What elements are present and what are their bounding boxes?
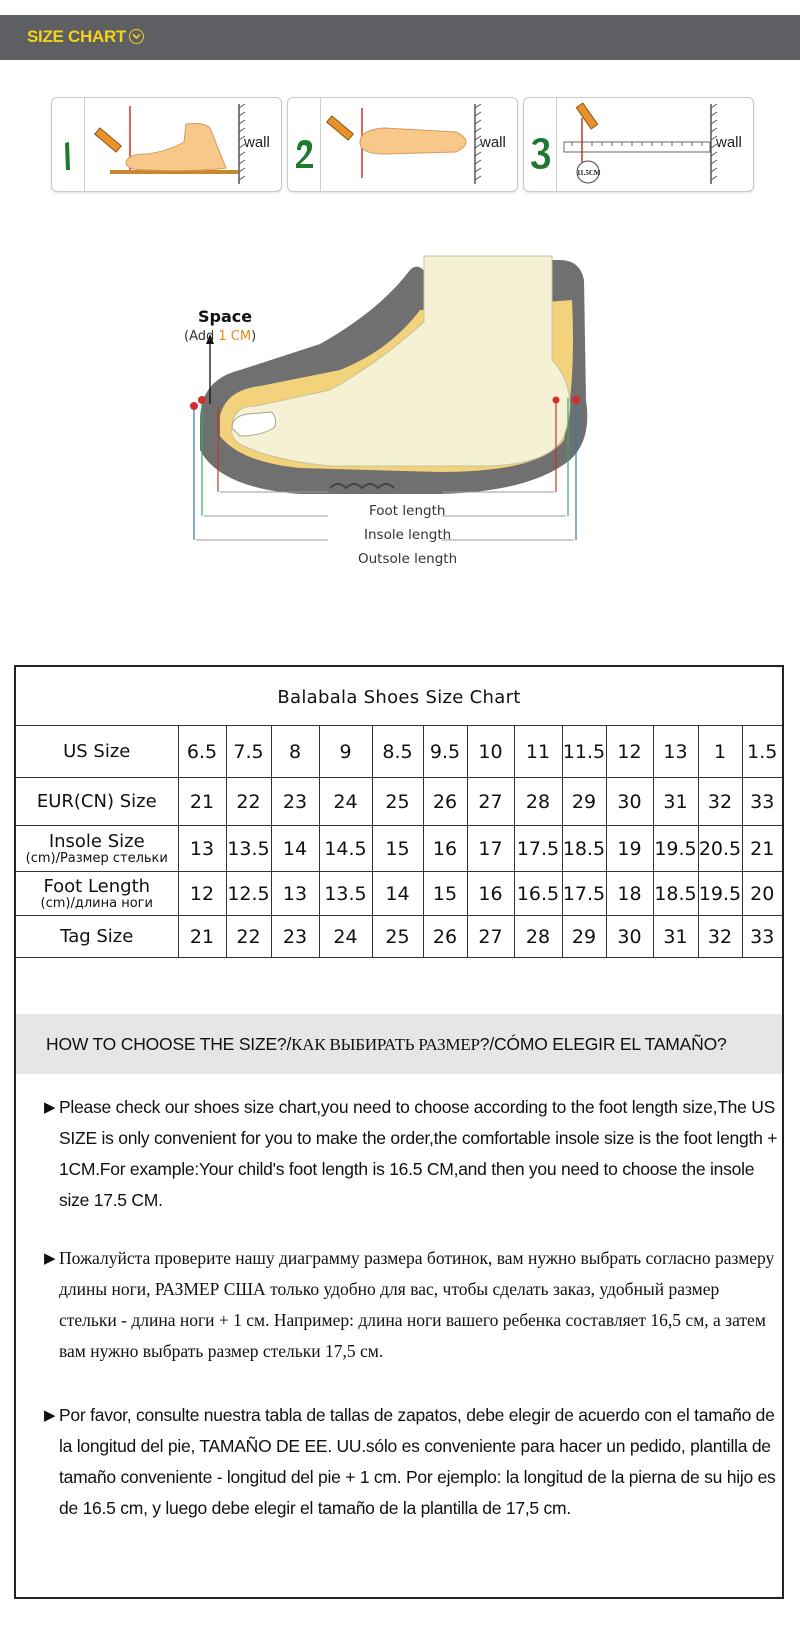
size-cell: 25: [372, 778, 423, 826]
row-label-main: Foot Length: [43, 875, 151, 897]
row-label-main: US Size: [63, 740, 131, 762]
add-suffix: ): [251, 329, 257, 344]
size-cell: 8: [271, 726, 319, 778]
size-cell: 14: [271, 826, 319, 872]
foot-length-label: Foot length: [369, 503, 446, 519]
size-cell: 21: [178, 916, 226, 958]
size-cell: 24: [319, 778, 372, 826]
size-cell: 22: [226, 916, 271, 958]
size-cell: 33: [742, 916, 782, 958]
paragraph-english: Please check our shoes size chart,you need to choose according to the foot length size,The US SIZE is only convenient for you to make the order,the comfortable insole size is the foot length + 1CM.For example:Your child's foot length is 16.5 CM,and then you need to choose the insole size 17.5 CM.: [59, 1097, 778, 1210]
size-cell: 13: [653, 726, 698, 778]
foot-top-view-illustration: [322, 98, 482, 191]
size-cell: 22: [226, 778, 271, 826]
size-cell: 18.5: [562, 826, 606, 872]
size-cell: 14: [372, 872, 423, 916]
size-chart-header: [0, 15, 800, 60]
size-cell: 33: [742, 778, 782, 826]
size-cell: 13.5: [319, 872, 372, 916]
row-label-sub: (cm)/длина ноги: [40, 895, 153, 911]
size-cell: 32: [698, 916, 742, 958]
paragraph-spanish: Por favor, consulte nuestra tabla de tallas de zapatos, debe elegir de acuerdo con el tamaño de la longitud del pie, TAMAÑO DE EE. UU.sólo es conveniente para hacer un pedido, plantilla de tamaño conveniente - longitud del pie + 1 cm. Por ejemplo: la longitud de la pierna de su hijo es de 16.5 cm, y luego debe elegir el tamaño de la plantilla de 17,5 cm.: [59, 1405, 776, 1518]
row-label: [16, 916, 178, 958]
add-value: 1 CM: [218, 329, 252, 344]
size-cell: 26: [423, 916, 467, 958]
size-cell: 21: [742, 826, 782, 872]
size-cell: 14.5: [319, 826, 372, 872]
size-chart-title: Balabala Shoes Size Chart: [16, 667, 782, 726]
size-cell: 13.5: [226, 826, 271, 872]
wall-label: wall: [716, 134, 742, 151]
size-cell: 15: [423, 872, 467, 916]
size-chart-box: [14, 665, 784, 1599]
chevron-down-icon[interactable]: [129, 29, 144, 44]
size-cell: 1.5: [742, 726, 782, 778]
step-number-1: [52, 98, 85, 191]
size-cell: 7.5: [226, 726, 271, 778]
size-row: [16, 872, 782, 916]
size-cell: 31: [653, 916, 698, 958]
size-cell: 13: [178, 826, 226, 872]
bullet-arrow-icon: ▶: [44, 1249, 56, 1267]
size-cell: 12: [178, 872, 226, 916]
wall-label: wall: [244, 134, 270, 151]
size-cell: 15: [372, 826, 423, 872]
size-cell: 28: [514, 916, 562, 958]
header-title: SIZE CHART: [27, 27, 127, 46]
add-prefix: (Add: [184, 329, 219, 344]
row-label: [16, 778, 178, 826]
size-cell: 10: [467, 726, 514, 778]
ruler-illustration: [558, 98, 718, 191]
size-cell: 9: [319, 726, 372, 778]
size-cell: 11: [514, 726, 562, 778]
size-row: [16, 726, 782, 778]
measure-step-2: [287, 97, 518, 192]
size-cell: 30: [606, 778, 653, 826]
outsole-length-label: Outsole length: [358, 551, 458, 567]
size-cell: 29: [562, 778, 606, 826]
how-to-choose-title: [46, 1034, 727, 1055]
how-title-en: HOW TO CHOOSE THE SIZE?/: [46, 1034, 292, 1054]
size-cell: 21: [178, 778, 226, 826]
ruler-measure-label: 11.5CM: [577, 169, 601, 177]
size-cell: 12.5: [226, 872, 271, 916]
size-cell: 24: [319, 916, 372, 958]
row-label: [16, 872, 178, 916]
size-cell: 17.5: [514, 826, 562, 872]
size-cell: 16: [467, 872, 514, 916]
size-cell: 23: [271, 778, 319, 826]
size-cell: 31: [653, 778, 698, 826]
how-title-ru: КАК ВЫБИРАТЬ РАЗМЕР: [291, 1035, 480, 1054]
size-cell: 6.5: [178, 726, 226, 778]
row-label-sub: (cm)/Размер стельки: [25, 850, 168, 866]
space-label: Space: [198, 307, 253, 326]
row-label: [16, 726, 178, 778]
size-cell: 16.5: [514, 872, 562, 916]
size-cell: 16: [423, 826, 467, 872]
size-cell: 13: [271, 872, 319, 916]
how-title-es: ?/CÓMO ELEGIR EL TAMAÑO?: [479, 1034, 727, 1054]
size-cell: 19.5: [653, 826, 698, 872]
size-cell: 25: [372, 916, 423, 958]
row-label-main: Insole Size: [48, 830, 145, 852]
insole-length-label: Insole length: [364, 527, 452, 543]
size-cell: 11.5: [562, 726, 606, 778]
size-table: [16, 725, 782, 958]
size-cell: 9.5: [423, 726, 467, 778]
size-cell: 32: [698, 778, 742, 826]
size-cell: 17.5: [562, 872, 606, 916]
bullet-arrow-icon: ▶: [44, 1406, 56, 1424]
add-space-note: [184, 329, 256, 344]
measure-step-1: [51, 97, 282, 192]
size-cell: 27: [467, 778, 514, 826]
measure-step-3: [523, 97, 754, 192]
size-cell: 23: [271, 916, 319, 958]
size-cell: 26: [423, 778, 467, 826]
size-row: [16, 778, 782, 826]
size-cell: 27: [467, 916, 514, 958]
wall-label: wall: [480, 134, 506, 151]
size-cell: 1: [698, 726, 742, 778]
size-cell: 18.5: [653, 872, 698, 916]
size-cell: 20.5: [698, 826, 742, 872]
size-cell: 30: [606, 916, 653, 958]
size-row: [16, 916, 782, 958]
size-cell: 28: [514, 778, 562, 826]
bullet-arrow-icon: ▶: [44, 1098, 56, 1116]
size-row: [16, 826, 782, 872]
size-cell: 12: [606, 726, 653, 778]
size-cell: 19: [606, 826, 653, 872]
paragraph-russian: Пожалуйста проверите нашу диаграмму размера ботинок, вам нужно выбрать согласно размеру длины ноги, РАЗМЕР США только удобно для вас, чтобы сделать заказ, удобный размер стельки - длина ноги + 1 см. Например: длина ноги вашего ребенка составляет 16,5 см, а затем вам нужно выбрать размер стельки 17,5 см.: [59, 1248, 775, 1361]
how-to-choose-band: [16, 1014, 782, 1074]
size-cell: 8.5: [372, 726, 423, 778]
size-cell: 29: [562, 916, 606, 958]
size-cell: 18: [606, 872, 653, 916]
row-label-main: EUR(CN) Size: [36, 790, 157, 812]
size-cell: 20: [742, 872, 782, 916]
row-label-main: Tag Size: [60, 925, 134, 947]
size-cell: 17: [467, 826, 514, 872]
step-number-3: [524, 98, 557, 191]
row-label: [16, 826, 178, 872]
foot-on-paper-illustration: [86, 98, 246, 191]
step-number-2: [288, 98, 321, 191]
size-cell: 19.5: [698, 872, 742, 916]
